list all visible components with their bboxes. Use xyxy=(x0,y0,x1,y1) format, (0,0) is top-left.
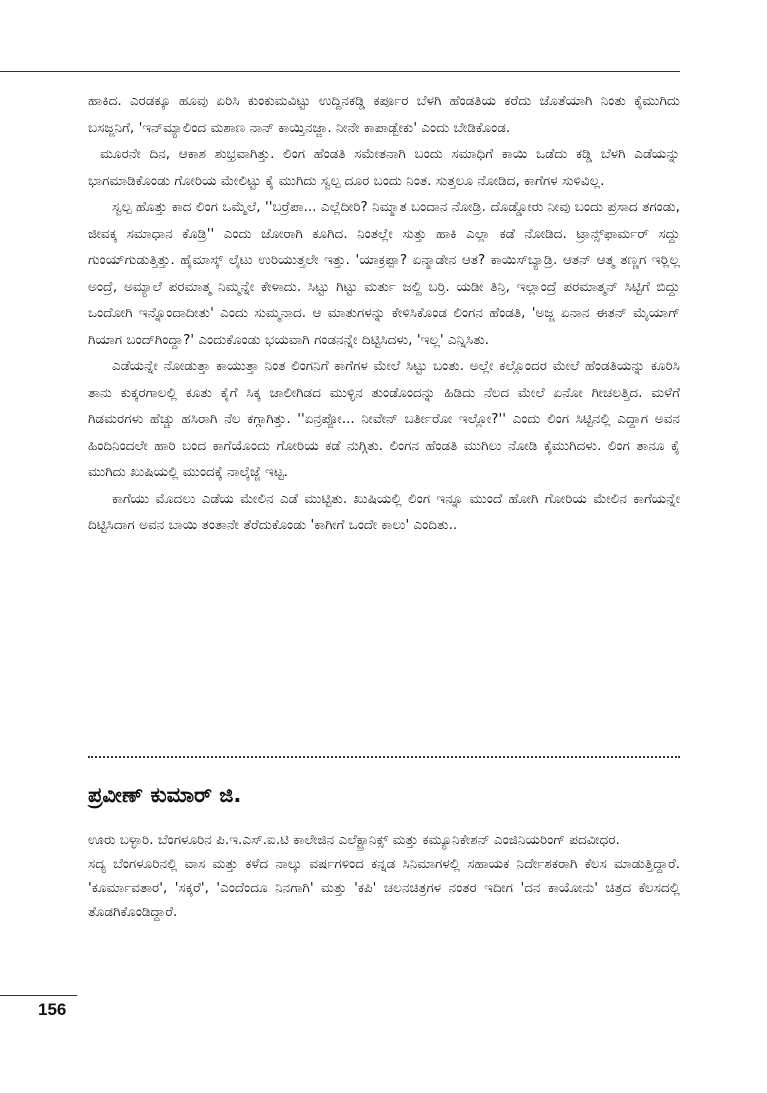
author-name: ಪ್ರವೀಣ್ ಕುಮಾರ್ ಜಿ. xyxy=(88,783,242,807)
story-paragraph: ಸ್ವಲ್ಪ ಹೊತ್ತು ಕಾದ ಲಿಂಗ ಒಮ್ಮೆಲೆ, ''ಬರ್ರೆಪಾ... ಎಲ್ಲೆದೀರಿ? ನಿಮ್ಮಾತ ಬಂದಾನ ನೋಡ್ರಿ. ದೊಡ್ಡೋರು ನೀವು ಬಂದು ಪ್ರಸಾದ ತಗಂಡು, ಜೀವಕ್ಕ ಸಮಾಧಾನ ಕೊಡ್ರಿ'' ಎಂದು ಜೋರಾಗಿ ಕೂಗಿದ. ನಿಂತಲ್ಲೇ ಸುತ್ತು ಹಾಕಿ ಎಲ್ಲಾ ಕಡೆ ನೋಡಿದ. ಟ್ರಾನ್ಸ್‌ಫಾರ್ಮರ್ ಸದ್ದು ಗುಂಯ್‌ಗುಡುತ್ತಿತ್ತು. ಹೈಮಾಸ್ಕ್ ಲೈಟು ಉರಿಯುತ್ತಲೇ ಇತ್ತು. 'ಯಾಕ್ರಪ್ಪಾ? ಏನ್ಮಾಡೇನ ಆತ? ಕಾಯಿಸ್‌ಬ್ಯಾಡ್ರಿ. ಆತನ್ ಆತ್ಮ ತಣ್ಣಗ ಇರ್‍ಲಿಲ್ಲ ಅಂದ್ರೆ, ಅಮ್ಯಾಲೆ ಪರಮಾತ್ಮ ನಿಮ್ಮನ್ನೇ ಕೇಳಾದು. ಸಿಟ್ಟು ಗಿಟ್ಟು ಮರ್ತು ಜಲ್ದಿ ಬರ್ರಿ. ಯಡೀ ತಿನ್ರಿ, ಇಲ್ಲಾಂದ್ರೆ ಪರಮಾತ್ಮನ್ ಸಿಟ್ಟಿಗೆ ಬಿದ್ದು ಒಂದೋಗಿ ಇನ್ನೊಂದಾದೀತು' ಎಂದು ಸುಮ್ಮನಾದ. ಆ ಮಾತುಗಳನ್ನು ಕೇಳಿಸಿಕೊಂಡ ಲಿಂಗನ ಹೆಂಡತಿ, 'ಅಜ್ಜ ಏನಾನ ಈತನ್ ಮೈಯಾಗ್ ಗಿಯಾಗ ಬಂದ್‌ಗಿಂದ್ದಾ?' ಎಂದುಕೊಂಡು ಭಯವಾಗಿ ಗಂಡನನ್ನೇ ದಿಟ್ಟಿಸಿದಳು, 'ಇಲ್ಲ' ಎನ್ನಿಸಿತು. xyxy=(88,199,680,348)
top-rule xyxy=(0,71,680,72)
section-divider xyxy=(88,756,680,758)
story-text xyxy=(88,88,680,539)
story-paragraph: ಕಾಗೆಯು ಮೊದಲು ಎಡೆಯ ಮೇಲಿನ ಎಡೆ ಮುಟ್ಟಿತು. ಖುಷಿಯಲ್ಲಿ ಲಿಂಗ ಇನ್ನೂ ಮುಂದೆ ಹೋಗಿ ಗೋರಿಯ ಮೇಲಿನ ಕಾಗೆಯನ್ನೇ ದಿಟ್ಟಿಸಿದಾಗ ಅವನ ಬಾಯಿ ತಂತಾನೇ ತೆರೆದುಕೊಂಡು 'ಕಾಗೀಗೆ ಒಂದೇ ಕಾಲು' ಎಂದಿತು.. xyxy=(88,490,680,533)
bio-paragraph: ಸದ್ಯ ಬೆಂಗಳೂರಿನಲ್ಲಿ ವಾಸ ಮತ್ತು ಕಳೆದ ನಾಲ್ಕು ವರ್ಷಗಳಿಂದ ಕನ್ನಡ ಸಿನಿಮಾಗಳಲ್ಲಿ ಸಹಾಯಕ ನಿರ್ದೇಶಕರಾಗಿ ಕೆಲಸ ಮಾಡುತ್ತಿದ್ದಾರೆ. 'ಕೂರ್ಮಾವತಾರ', 'ಸಕ್ಕರೆ', 'ಎಂದೆಂದೂ ನಿನಗಾಗಿ' ಮತ್ತು 'ಕಪಿ' ಚಲನಚಿತ್ರಗಳ ನಂತರ ಇದೀಗ 'ದನ ಕಾಯೋನು' ಚಿತ್ರದ ಕೆಲಸದಲ್ಲಿ ತೊಡಗಿಕೊಂಡಿದ್ದಾರೆ. xyxy=(88,856,680,920)
story-paragraph: ಹಾಕಿದ. ಎರಡಕ್ಕೂ ಹೂವು ಏರಿಸಿ ಕುಂಕುಮವಿಟ್ಟು ಉದ್ದಿನಕಡ್ಡಿ ಕರ್ಪೂರ ಬೆಳಗಿ ಹೆಂಡತಿಯ ಕರೆದು ಜೊತೆಯಾಗಿ ನಿಂತು ಕೈಮುಗಿದು ಬಸಜ್ಜನಿಗೆ, 'ಇನ್‌ಮ್ಯಾಲಿಂದ ಮಶಾಣ ನಾನ್ ಕಾಯ್ತಿನಜ್ಜಾ. ನೀನೇ ಕಾಪಾಡ್ಬೇಕು' ಎಂದು ಬೇಡಿಕೊಂಡ. xyxy=(88,93,680,136)
page-number: 156 xyxy=(38,1000,67,1019)
story-paragraph: ಮೂರನೇ ದಿನ, ಆಕಾಶ ಶುಭ್ರವಾಗಿತ್ತು. ಲಿಂಗ ಹೆಂಡತಿ ಸಮೇತನಾಗಿ ಬಂದು ಸಮಾಧಿಗೆ ಕಾಯಿ ಒಡೆದು ಕಡ್ಡಿ ಬೆಳಗಿ ಎಡೆಯನ್ನು ಭಾಗಮಾಡಿಕೊಂಡು ಗೋರಿಯ ಮೇಲಿಟ್ಟು ಕೈ ಮುಗಿದು ಸ್ವಲ್ಪ ದೂರ ಬಂದು ನಿಂತ. ಸುತ್ತಲೂ ನೋಡಿದ, ಕಾಗೆಗಳ ಸುಳಿವಿಲ್ಲ. xyxy=(88,146,680,189)
author-bio xyxy=(88,828,680,924)
bio-paragraph: ಊರು ಬಳ್ಳಾರಿ. ಬೆಂಗಳೂರಿನ ಪಿ.ಇ.ಎಸ್.ಐ.ಟಿ ಕಾಲೇಜಿನ ಎಲೆಕ್ಟ್ರಾನಿಕ್ಸ್ ಮತ್ತು ಕಮ್ಯೂನಿಕೇಶನ್ ಎಂಜಿನಿಯರಿಂಗ್ ಪದವೀಧರ. xyxy=(88,832,620,848)
story-paragraph: ಎಡೆಯನ್ನೇ ನೋಡುತ್ತಾ ಕಾಯುತ್ತಾ ನಿಂತ ಲಿಂಗನಿಗೆ ಕಾಗೆಗಳ ಮೇಲೆ ಸಿಟ್ಟು ಬಂತು. ಅಲ್ಲೇ ಕಲ್ಲೊಂದರ ಮೇಲೆ ಹೆಂಡತಿಯನ್ನು ಕೂರಿಸಿ ತಾನು ಕುಕ್ಕರಗಾಲಲ್ಲಿ ಕೂತು ಕೈಗೆ ಸಿಕ್ಕ ಜಾಲೀಗಿಡದ ಮುಳ್ಳಿನ ತುಂಡೊಂದನ್ನು ಹಿಡಿದು ನೆಲದ ಮೇಲೆ ಏನೋ ಗೀಚಲತ್ತಿದ. ಮಳೆಗೆ ಗಿಡಮರಗಳು ಹೆಚ್ಚು ಹಸಿರಾಗಿ ನೆಲ ಕಗ್ಗಾಗಿತ್ತು. ''ಏನ್ರಪ್ಪೋ... ನೀವೇನ್ ಬರ್ತೀರೋ ಇಲ್ಲೋ?'' ಎಂದು ಲಿಂಗ ಸಿಟ್ಟಿನಲ್ಲಿ ಎದ್ದಾಗ ಅವನ ಹಿಂದಿನಿಂದಲೇ ಹಾರಿ ಬಂದ ಕಾಗೆಯೊಂದು ಗೋರಿಯ ಕಡೆ ನುಗ್ಗಿತು. ಲಿಂಗನ ಹೆಂಡತಿ ಮುಗಿಲು ನೋಡಿ ಕೈಮುಗಿದಳು. ಲಿಂಗ ತಾನೂ ಕೈ ಮುಗಿದು ಖುಷಿಯಲ್ಲಿ ಮುಂದಕ್ಕೆ ನಾಲ್ಕೆಜ್ಜೆ ಇಟ್ಟ. xyxy=(88,358,680,480)
page-number-rule xyxy=(0,995,77,996)
